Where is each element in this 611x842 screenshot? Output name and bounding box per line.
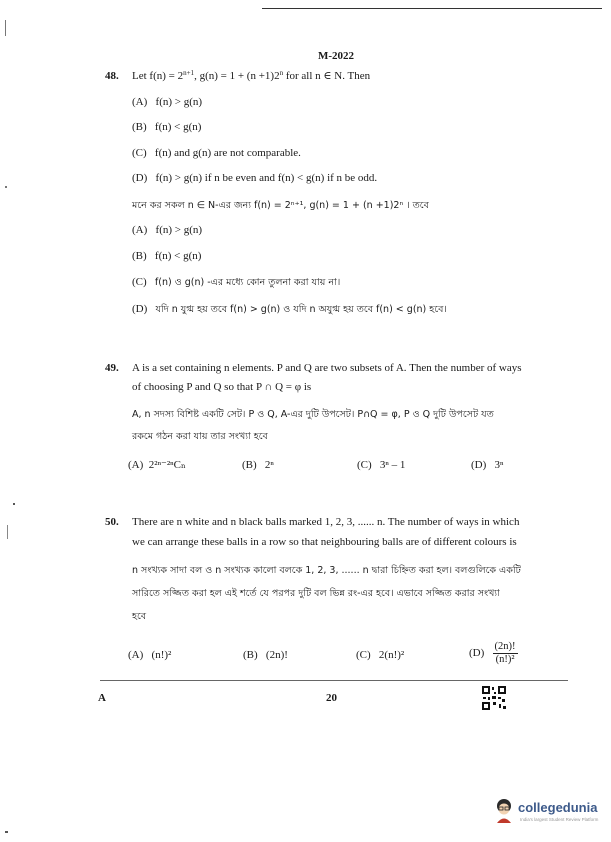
option-b-bengali: (B) f(n) < g(n) (132, 250, 202, 262)
option-a: (A) f(n) > g(n) (132, 96, 203, 108)
page-number: 20 (326, 692, 337, 704)
option-d-bengali: (D) যদি n যুগ্ম হয় তবে f(n) > g(n) ও যদি n অযুগ্ম হয় তবে f(n) < g(n) হবে। (132, 303, 447, 315)
margin-mark (5, 20, 6, 36)
question-stem-bengali: A, n সদস্য বিশিষ্ট একটি সেট। P ও Q, A-এর দুটি উপসেট। P∩Q = φ, P ও Q দুটি উপসেট যত (132, 409, 494, 420)
question-number: 49. (105, 362, 119, 374)
question-stem-bengali: হবে (132, 611, 147, 622)
option-c: (C) 2(n!)² (356, 649, 405, 661)
question-stem: There are n white and n black balls marked 1, 2, 3, ...... n. The number of ways in which (132, 516, 520, 528)
option-a: (A) 2²ⁿ⁻²ⁿCₙ (128, 459, 186, 471)
brand-tagline: India's largest Student Review Platform (520, 817, 599, 822)
question-stem-bengali: রকমে গঠন করা যায় তার সংখ্যা হবে (132, 431, 268, 442)
qr-code-icon (481, 685, 507, 711)
top-rule (262, 8, 602, 9)
option-a-bengali: (A) f(n) > g(n) (132, 224, 203, 236)
margin-mark (5, 186, 7, 188)
question-stem: of choosing P and Q so that P ∩ Q = φ is (132, 381, 312, 393)
option-d: (D) $\frac{(2n)!}{\text{(n!)²}}$ (469, 641, 516, 665)
option-d: (D) f(n) > g(n) if n be even and f(n) < g(n) if n be odd. (132, 172, 378, 184)
series-label: A (98, 692, 106, 704)
option-c: (C) 3ⁿ – 1 (357, 459, 406, 471)
question-number: 50. (105, 516, 119, 528)
option-b: (B) 2ⁿ (242, 459, 274, 471)
brand-name: collegedunia (518, 800, 598, 815)
question-number: 48. (105, 70, 119, 82)
option-b: (B) f(n) < g(n) (132, 121, 202, 133)
option-d: (D) 3ⁿ (471, 459, 504, 471)
option-c: (C) f(n) and g(n) are not comparable. (132, 147, 301, 159)
question-stem-bengali: মনে কর সকল n ∈ N-এর জন্য f(n) = 2ⁿ⁺¹, g(n) = 1 + (n +1)2ⁿ । তবে (132, 200, 429, 211)
question-stem: Let $f(n) = 2^{n+1}$, $g(n) = 1 + (n +1)2^n$ for all n ∈ N. Then (132, 69, 371, 82)
collegedunia-logo-icon (493, 797, 515, 823)
question-stem: we can arrange these balls in a row so that neighbouring balls are of different colours is (132, 536, 517, 548)
option-a: (A) (n!)² (128, 649, 172, 661)
footer-rule (100, 680, 568, 681)
page-code: M-2022 (318, 50, 355, 62)
margin-mark (5, 831, 8, 833)
question-stem-bengali: n সংখ্যক সাদা বল ও n সংখ্যক কালো বলকে 1, 2, 3, ...... n দ্বারা চিহ্নিত করা হল। বলগুলিকে একটি (132, 565, 521, 576)
option-b: (B) (2n)! (243, 649, 288, 661)
question-stem-bengali: সারিতে সজ্জিত করা হল এই শর্তে যে পরপর দুটি বল ভিন্ন রং-এর হবে। এভাবে সজ্জিত করার সংখ্যা (132, 588, 500, 599)
fraction: $\frac{(2n)!}{\text{(n!)²}}$ (494, 641, 516, 665)
margin-mark (7, 525, 8, 539)
question-stem: A is a set containing n elements. P and Q are two subsets of A. Then the number of ways (132, 362, 522, 374)
margin-mark (13, 503, 15, 505)
option-c-bengali: (C) f(n) ও g(n) -এর মধ্যে কোন তুলনা করা যায় না। (132, 276, 341, 288)
